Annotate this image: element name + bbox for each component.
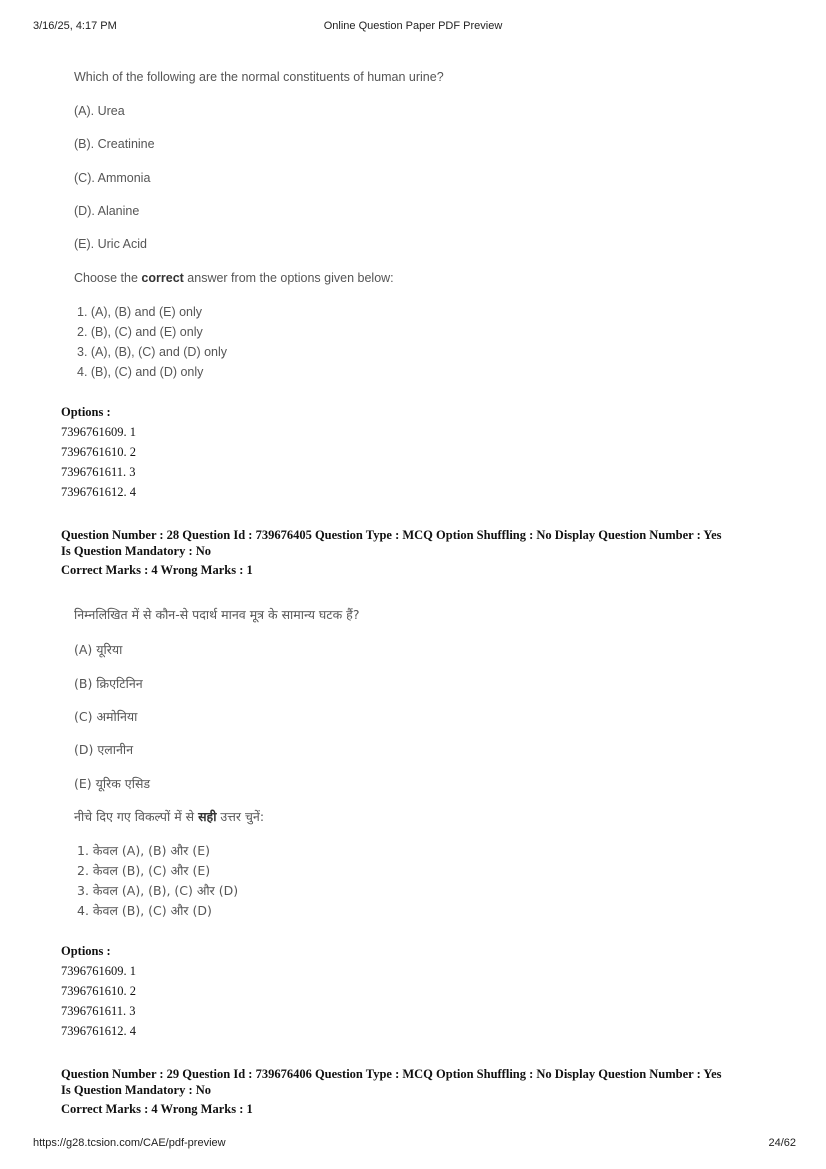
option-row: 7396761612. 4 bbox=[61, 1024, 136, 1038]
marks-line: Correct Marks : 4 Wrong Marks : 1 bbox=[61, 1102, 253, 1116]
choice-2: 2. केवल (B), (C) और (E) bbox=[77, 863, 211, 878]
marks-line: Correct Marks : 4 Wrong Marks : 1 bbox=[61, 563, 253, 577]
choose-instruction: Choose the correct answer from the options given below: bbox=[74, 271, 394, 285]
choice-1: 1. केवल (A), (B) और (E) bbox=[77, 843, 210, 858]
choice-4: 4. (B), (C) and (D) only bbox=[77, 365, 204, 379]
item-b: (B). Creatinine bbox=[74, 137, 155, 151]
page-url: https://g28.tcsion.com/CAE/pdf-preview bbox=[33, 1137, 226, 1149]
option-row: 7396761611. 3 bbox=[61, 1004, 136, 1018]
item-c: (C) अमोनिया bbox=[74, 709, 138, 724]
option-row: 7396761610. 2 bbox=[61, 445, 136, 459]
options-heading: Options : bbox=[61, 944, 111, 958]
option-row: 7396761609. 1 bbox=[61, 964, 136, 978]
question-meta-line: Question Number : 28 Question Id : 739676405 Question Type : MCQ Option Shuffling : No Display Question Number : Yes bbox=[61, 528, 722, 542]
item-a: (A). Urea bbox=[74, 104, 125, 118]
question-meta-28 bbox=[61, 527, 722, 578]
question-meta-line: Is Question Mandatory : No bbox=[61, 1083, 212, 1097]
item-d: (D) एलानीन bbox=[74, 742, 134, 757]
print-timestamp: 3/16/25, 4:17 PM bbox=[33, 20, 117, 32]
choice-3: 3. (A), (B), (C) and (D) only bbox=[77, 345, 228, 359]
question-meta-line: Is Question Mandatory : No bbox=[61, 544, 212, 558]
choice-3: 3. केवल (A), (B), (C) और (D) bbox=[77, 883, 239, 898]
option-row: 7396761609. 1 bbox=[61, 425, 136, 439]
item-e: (E). Uric Acid bbox=[74, 237, 147, 251]
item-d: (D). Alanine bbox=[74, 204, 140, 218]
document-title: Online Question Paper PDF Preview bbox=[323, 20, 503, 32]
option-row: 7396761611. 3 bbox=[61, 465, 136, 479]
choice-2: 2. (B), (C) and (E) only bbox=[77, 325, 203, 339]
item-b: (B) क्रिएटिनिन bbox=[74, 676, 143, 691]
choice-1: 1. (A), (B) and (E) only bbox=[77, 305, 203, 319]
item-a: (A) यूरिया bbox=[74, 642, 123, 657]
question-meta-line: Question Number : 29 Question Id : 739676406 Question Type : MCQ Option Shuffling : No Display Question Number : Yes bbox=[61, 1067, 722, 1081]
item-c: (C). Ammonia bbox=[74, 171, 151, 185]
option-row: 7396761610. 2 bbox=[61, 984, 136, 998]
question-stem: निम्नलिखित में से कौन-से पदार्थ मानव मूत्र के सामान्य घटक हैं? bbox=[74, 607, 360, 622]
options-heading: Options : bbox=[61, 405, 111, 419]
page-number: 24/62 bbox=[768, 1137, 796, 1149]
question-stem: Which of the following are the normal constituents of human urine? bbox=[74, 70, 444, 84]
item-e: (E) यूरिक एसिड bbox=[74, 776, 151, 791]
option-row: 7396761612. 4 bbox=[61, 485, 136, 499]
question-meta-29 bbox=[61, 1066, 722, 1117]
choice-4: 4. केवल (B), (C) और (D) bbox=[77, 903, 212, 918]
choose-instruction: नीचे दिए गए विकल्पों में से सही उत्तर चुनें: bbox=[74, 809, 265, 824]
